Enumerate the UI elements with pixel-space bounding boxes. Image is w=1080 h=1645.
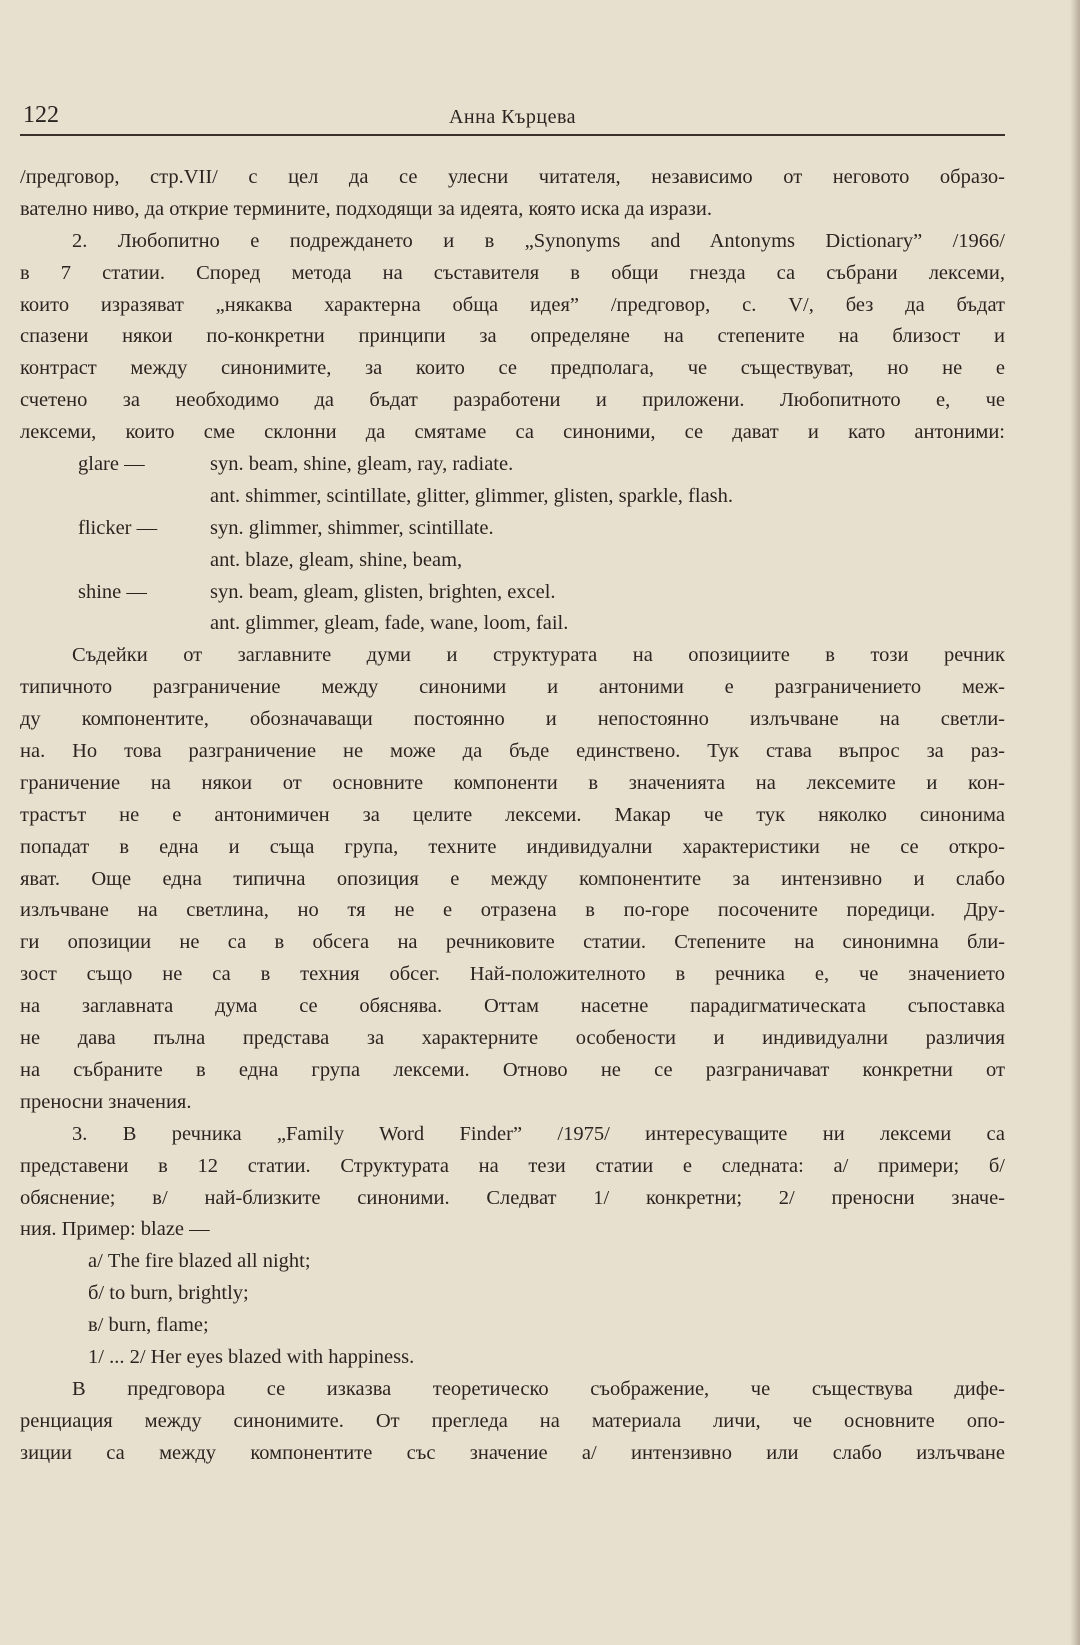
text-line: зост също не са в техния обсег. Най-положителното в речника е, че значението xyxy=(20,963,1005,986)
text-line: контраст между синонимите, за които се предполага, че съществуват, но не е xyxy=(20,357,1005,380)
dictionary-entry-ant xyxy=(20,608,1005,640)
body-text xyxy=(20,162,1005,1470)
text-line: счетено за необходимо да бъдат разработени и приложени. Любопитното е, че xyxy=(20,389,1005,412)
text-line: вателно ниво, да открие термините, подходящи за идеята, която иска да изрази. xyxy=(20,197,712,220)
entry-headword: glare — xyxy=(78,453,145,476)
text-line: в 7 статии. Според метода на съставителя в общи гнезда са събрани лексеми, xyxy=(20,261,1005,284)
text-line: попадат в една и съща група, техните индивидуални характеристики не се откро- xyxy=(20,835,1005,858)
text-line: яват. Още една типична опозиция е между компонентите за интензивно и слабо xyxy=(20,867,1005,890)
dictionary-entry-ant xyxy=(20,481,1005,513)
example-line: в/ burn, flame; xyxy=(88,1314,209,1337)
dictionary-entry-syn xyxy=(20,513,1005,545)
entry-synonyms: syn. beam, shine, gleam, ray, radiate. xyxy=(210,453,514,476)
text-line: В предговора се изказва теоретическо съображение, че съществува дифе- xyxy=(72,1377,1005,1400)
text-line: на събраните в една група лексеми. Отново не се разграничават конкретни от xyxy=(20,1058,1005,1081)
entry-antonyms: ant. shimmer, scintillate, glitter, glimmer, glisten, sparkle, flash. xyxy=(210,484,734,507)
dictionary-entry-syn xyxy=(20,449,1005,481)
text-line: ду компонентите, обозначаващи постоянно и непостоянно излъчване на светли- xyxy=(20,708,1005,731)
page-edge-shadow xyxy=(1070,0,1080,1645)
running-title: Анна Кърцева xyxy=(448,106,577,128)
text-line: ги опозиции не са в обсега на речниковите статии. Степените на синонимна бли- xyxy=(20,931,1005,954)
text-line: 2. Любопитно е подреждането и в „Synonyms and Antonyms Dictionary” /1966/ xyxy=(72,229,1005,252)
entry-synonyms: syn. glimmer, shimmer, scintillate. xyxy=(210,516,494,539)
text-line: не дава пълна представа за характерните особености и индивидуални различия xyxy=(20,1027,1005,1050)
text-line: излъчване на светлина, но тя не е отразена в по-горе посочените поредици. Дру- xyxy=(20,899,1005,922)
text-line: които изразяват „някаква характерна обща идея” /предговор, с. V/, без да бъдат xyxy=(20,293,1005,316)
text-line: представени в 12 статии. Структурата на тези статии е следната: а/ примери; б/ xyxy=(20,1154,1005,1177)
text-line: трастът не е антонимичен за целите лексеми. Макар че тук няколко синонима xyxy=(20,803,1005,826)
text-line: 3. В речника „Family Word Finder” /1975/ интересуващите ни лексеми са xyxy=(72,1122,1005,1145)
example-line: а/ The fire blazed all night; xyxy=(88,1250,311,1273)
text-line: Съдейки от заглавните думи и структурата на опозициите в този речник xyxy=(72,644,1005,667)
text-line: типичното разграничение между синоними и антоними е разграничението меж- xyxy=(20,676,1005,699)
text-line: преносни значения. xyxy=(20,1090,192,1113)
dictionary-entry-ant xyxy=(20,545,1005,577)
entry-synonyms: syn. beam, gleam, glisten, brighten, excel. xyxy=(210,580,556,603)
text-line: ния. Пример: blaze — xyxy=(20,1218,210,1241)
page-header xyxy=(20,100,1005,136)
entry-headword: flicker — xyxy=(78,516,158,539)
entry-antonyms: ant. blaze, gleam, shine, beam, xyxy=(210,548,463,571)
text-line: лексеми, които сме склонни да смятаме са синоними, се дават и като антоними: xyxy=(20,421,1005,444)
text-line: ренциация между синонимите. От прегледа на материала личи, че основните опо- xyxy=(20,1409,1005,1432)
text-line: на заглавната дума се обяснява. Оттам насетне парадигматическата съпоставка xyxy=(20,995,1005,1018)
dictionary-entry-syn xyxy=(20,577,1005,609)
example-line: б/ to burn, brightly; xyxy=(88,1282,249,1305)
entry-headword: shine — xyxy=(78,580,147,603)
text-line: зиции са между компонентите със значение а/ интензивно или слабо излъчване xyxy=(20,1441,1005,1464)
text-line: спазени някои по-конкретни принципи за определяне на степените на близост и xyxy=(20,325,1005,348)
text-line: /предговор, стр.VII/ с цел да се улесни читателя, независимо от неговото образо- xyxy=(20,166,1005,188)
example-line: 1/ ... 2/ Her eyes blazed with happiness. xyxy=(88,1345,415,1368)
text-line: граничение на някои от основните компоненти в значенията на лексемите и кон- xyxy=(20,771,1005,794)
text-line: на. Но това разграничение не може да бъде единствено. Тук става въпрос за раз- xyxy=(20,740,1005,763)
entry-antonyms: ant. glimmer, gleam, fade, wane, loom, fail. xyxy=(210,612,569,635)
page-number: 122 xyxy=(23,102,59,128)
text-line: обяснение; в/ най-близките синоними. Следват 1/ конкретни; 2/ преносни значе- xyxy=(20,1186,1005,1209)
